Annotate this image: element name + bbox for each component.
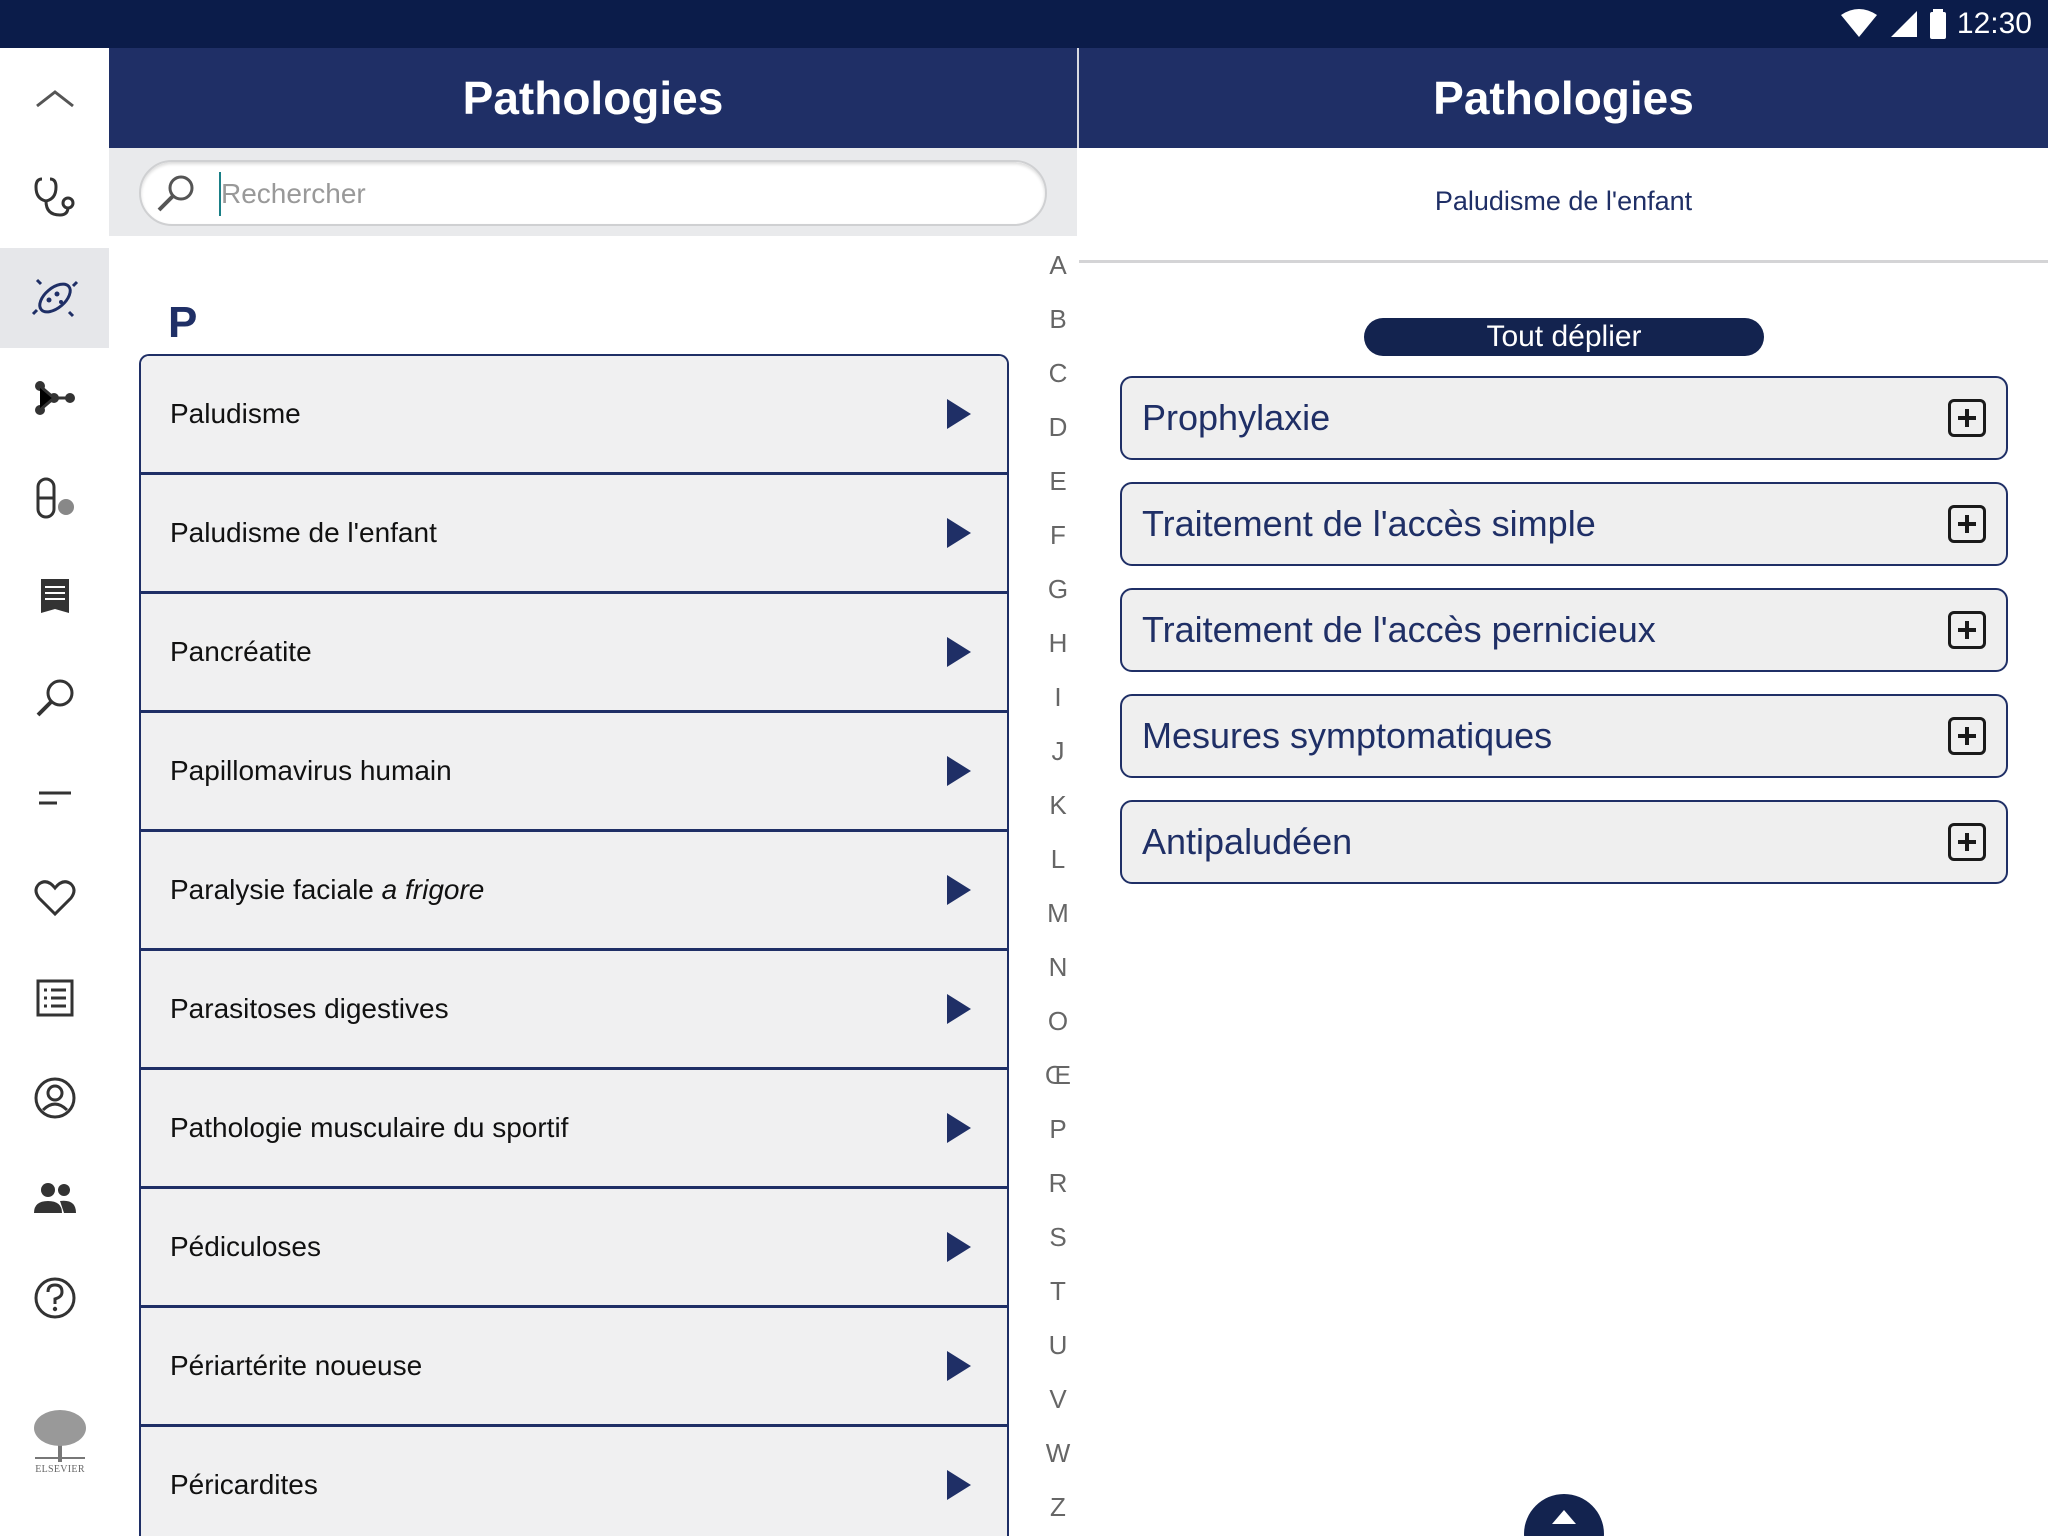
alpha-letter[interactable]: G — [1047, 574, 1069, 604]
search-icon — [153, 172, 197, 216]
book-icon — [35, 575, 75, 621]
list-item-label: Péricardites — [170, 1469, 318, 1500]
search-icon — [32, 675, 78, 721]
sidebar-item-search[interactable] — [0, 648, 109, 748]
accordion-section[interactable] — [1120, 800, 2008, 884]
group-icon — [32, 1181, 78, 1215]
list-item[interactable] — [141, 1308, 1007, 1427]
alpha-letter[interactable]: E — [1049, 466, 1067, 496]
play-arrow-icon — [947, 1113, 971, 1143]
plus-box-icon[interactable] — [1948, 611, 1986, 649]
alpha-letter[interactable]: T — [1050, 1276, 1066, 1306]
alpha-letter[interactable]: H — [1048, 628, 1068, 658]
sidebar-item-help[interactable] — [0, 1248, 109, 1348]
section-letter: P — [168, 298, 198, 347]
list-item-label: Pancréatite — [170, 636, 312, 667]
list-item-label: Paludisme — [170, 398, 301, 429]
accordion-section[interactable] — [1120, 482, 2008, 566]
list-item[interactable] — [141, 1189, 1007, 1308]
alpha-letter[interactable]: R — [1048, 1168, 1068, 1198]
list-item-label: Périartérite noueuse — [170, 1350, 423, 1381]
alpha-letter[interactable]: C — [1048, 358, 1068, 388]
list-item-label: Pédiculoses — [170, 1231, 321, 1262]
sidebar-item-community[interactable] — [0, 1148, 109, 1248]
plus-box-icon[interactable] — [1948, 399, 1986, 437]
sidebar-item-filter[interactable] — [0, 748, 109, 848]
alpha-letter[interactable]: S — [1049, 1222, 1067, 1252]
play-arrow-icon — [947, 518, 971, 548]
alpha-letter[interactable]: L — [1050, 844, 1066, 874]
cell-signal-icon — [1889, 9, 1919, 39]
play-arrow-icon — [947, 1470, 971, 1500]
list-item[interactable] — [141, 594, 1007, 713]
list-item[interactable] — [141, 475, 1007, 594]
alpha-letter[interactable]: M — [1047, 898, 1069, 928]
scroll-to-top-button[interactable] — [1524, 1494, 1604, 1536]
alpha-letter[interactable]: J — [1051, 736, 1065, 766]
play-arrow-icon — [947, 756, 971, 786]
list-item[interactable] — [141, 1070, 1007, 1189]
accordion-section-label: Mesures symptomatiques — [1142, 715, 1553, 756]
sidebar-item-collapse[interactable] — [0, 48, 109, 148]
detail-title: Paludisme de l'enfant — [1434, 186, 1693, 216]
pills-icon — [32, 475, 78, 521]
alpha-letter[interactable]: A — [1049, 250, 1067, 280]
alpha-letter[interactable]: P — [1049, 1114, 1067, 1144]
list-item-label-main: Paralysie faciale — [170, 874, 374, 905]
sidebar-item-medications[interactable] — [0, 448, 109, 548]
pathology-list — [139, 354, 1009, 1536]
list-header-title: Pathologies — [462, 72, 724, 124]
battery-icon — [1929, 9, 1947, 39]
alpha-letter[interactable]: I — [1054, 682, 1062, 712]
alpha-letter[interactable]: Z — [1050, 1492, 1066, 1522]
collapse-up-icon — [33, 86, 77, 110]
sidebar-item-stethoscope[interactable] — [0, 148, 109, 248]
help-icon — [33, 1276, 77, 1320]
plus-box-icon[interactable] — [1948, 717, 1986, 755]
list-item-label: Paludisme de l'enfant — [170, 517, 437, 548]
alpha-letter[interactable]: U — [1048, 1330, 1068, 1360]
play-arrow-icon — [947, 1351, 971, 1381]
accordion-section[interactable] — [1120, 694, 2008, 778]
alpha-letter[interactable]: V — [1049, 1384, 1067, 1414]
accordion-section-label: Traitement de l'accès simple — [1142, 503, 1596, 544]
sidebar-item-library[interactable] — [0, 548, 109, 648]
play-arrow-icon — [947, 637, 971, 667]
sidebar-item-favorites[interactable] — [0, 848, 109, 948]
alphabet-index — [1038, 244, 1078, 1536]
list-item[interactable] — [141, 832, 1007, 951]
status-indicators — [1839, 0, 2032, 48]
alpha-letter[interactable]: B — [1049, 304, 1067, 334]
list-item[interactable] — [141, 713, 1007, 832]
accordion-section[interactable] — [1120, 376, 2008, 460]
list-header — [109, 48, 1077, 148]
plus-box-icon[interactable] — [1948, 505, 1986, 543]
detail-header — [1079, 48, 2048, 148]
sidebar-item-account[interactable] — [0, 1048, 109, 1148]
heart-icon — [33, 878, 77, 918]
wifi-icon — [1839, 9, 1879, 39]
accordion-section-label: Antipaludéen — [1142, 821, 1353, 862]
bacteria-icon — [31, 274, 79, 322]
alpha-letter[interactable]: N — [1048, 952, 1068, 982]
list-item-label-italic: a frigore — [381, 874, 485, 905]
elsevier-logo-text: ELSEVIER — [35, 1464, 85, 1475]
sidebar — [0, 48, 109, 1536]
alpha-letter[interactable]: Œ — [1045, 1060, 1071, 1090]
accordion-section-label: Prophylaxie — [1142, 397, 1331, 438]
search-area — [109, 148, 1077, 236]
alpha-letter[interactable]: K — [1049, 790, 1067, 820]
elsevier-tree-icon — [31, 1408, 89, 1462]
alpha-letter[interactable]: D — [1048, 412, 1068, 442]
alpha-letter[interactable]: F — [1050, 520, 1066, 550]
sidebar-item-lists[interactable] — [0, 948, 109, 1048]
stethoscope-icon — [32, 175, 78, 221]
alpha-letter[interactable]: O — [1047, 1006, 1069, 1036]
filter-icon — [35, 788, 75, 808]
search-box[interactable] — [139, 160, 1047, 226]
plus-box-icon[interactable] — [1948, 823, 1986, 861]
play-arrow-icon — [947, 994, 971, 1024]
list-item[interactable] — [141, 951, 1007, 1070]
sidebar-item-molecules[interactable] — [0, 348, 109, 448]
detail-header-title: Pathologies — [1433, 72, 1694, 124]
expand-all-button[interactable]: Tout déplier — [1364, 318, 1764, 356]
list-item[interactable] — [141, 1427, 1007, 1536]
list-item-label: Pathologie musculaire du sportif — [170, 1112, 569, 1143]
account-icon — [33, 1076, 77, 1120]
molecule-icon — [32, 378, 78, 418]
play-arrow-icon — [947, 875, 971, 905]
status-time: 12:30 — [1956, 7, 2032, 40]
detail-separator — [1079, 260, 2048, 263]
play-arrow-icon — [947, 1232, 971, 1262]
search-input[interactable] — [219, 172, 1019, 216]
accordion-section-label: Traitement de l'accès pernicieux — [1142, 609, 1656, 650]
list-item-label — [170, 874, 1007, 906]
status-bar — [0, 0, 2048, 48]
alpha-letter[interactable]: W — [1045, 1438, 1071, 1468]
play-arrow-icon — [947, 399, 971, 429]
accordion-section[interactable] — [1120, 588, 2008, 672]
elsevier-logo — [30, 1408, 90, 1488]
list-item-label: Papillomavirus humain — [170, 755, 452, 786]
list-item[interactable] — [141, 356, 1007, 475]
list-item-label: Parasitoses digestives — [170, 993, 449, 1024]
sidebar-item-pathologies[interactable] — [0, 248, 109, 348]
list-icon — [35, 978, 75, 1018]
